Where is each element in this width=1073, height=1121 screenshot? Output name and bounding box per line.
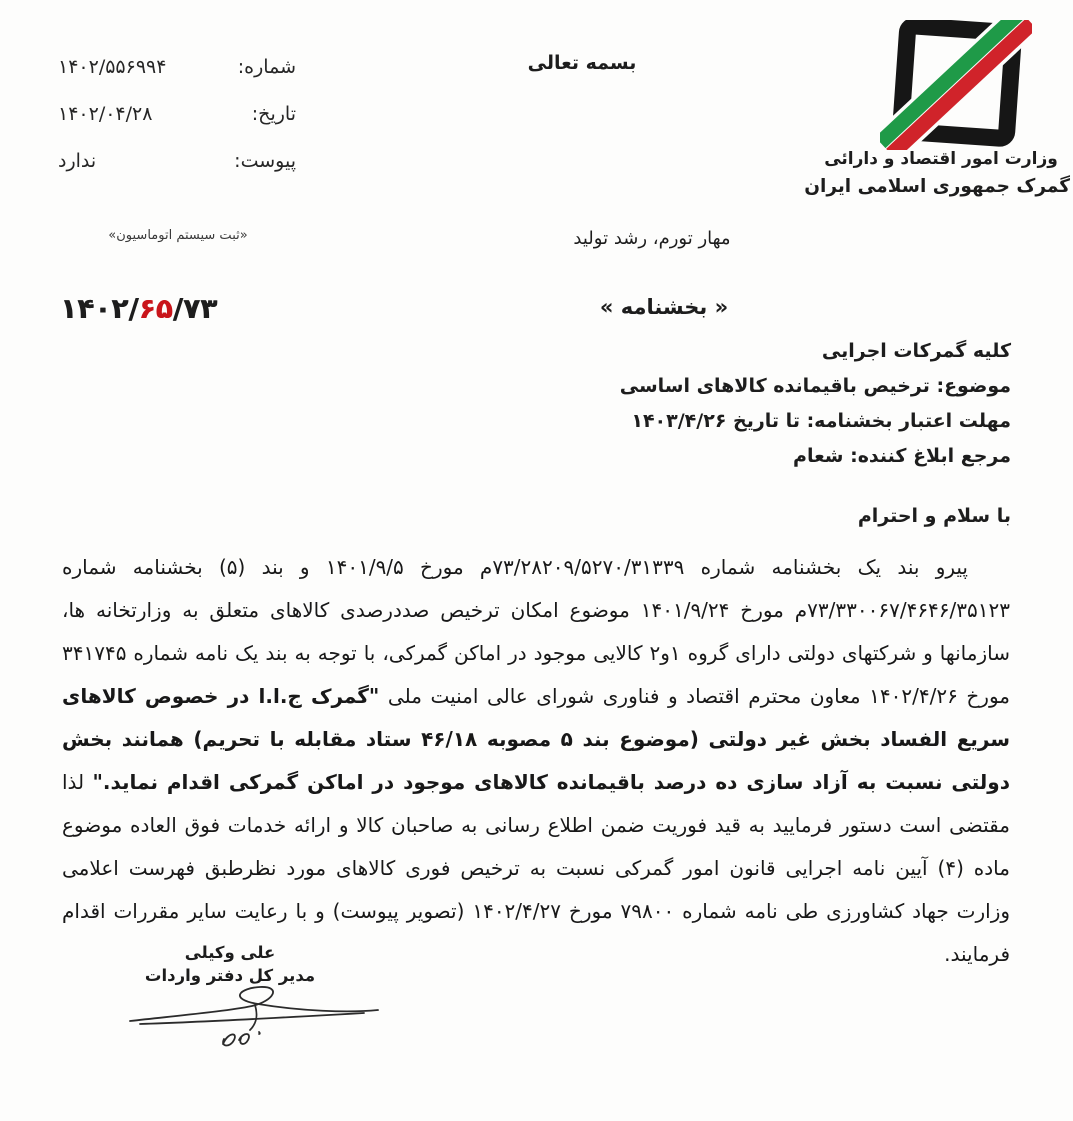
validity-line: مهلت اعتبار بخشنامه: تا تاریخ ۱۴۰۳/۴/۲۶ [631,410,1011,432]
meta-date-row [58,103,296,125]
org-name-block [804,149,1070,197]
customs-logo-icon [880,20,1032,154]
recipient-block [620,340,1011,480]
handwritten-signature [124,982,384,1057]
meta-attachment-row [58,150,296,172]
automation-note: «ثبت سیستم اتوماسیون» [108,228,248,243]
body-bold-directive: "گمرک ج.ا.ا در خصوص کالاهای سریع الفساد بخش غیر دولتی (موضوع بند ۵ مصوبه ۴۶/۱۸ ستاد مقابله با تحریم) همانند بخش دولتی نسبت به آزاد سازی ده درصد باقیمانده کالاهای موجود در اماکن گمرکی اقدام نماید." [62,684,1010,794]
body-part3: لذا مقتضی است دستور فرمایید به قید فوریت ضمن اطلاع رسانی به صاحبان کالا و ارائه خدمات فوق العاده موضوع ماده (۴) آیین نامه اجرایی قانون امور گمرکی نسبت به ترخیص فوری کالاهای مورد نظرطبق فهرست اعلامی وزارت جهاد کشاورزی طی نامه شماره ۷۹۸۰۰ مورخ ۱۴۰۲/۴/۲۷ (تصویر پیوست) و با رعایت سایر مقررات اقدام فرمایند. [62,770,1011,966]
circular-number-serial: ۶۵ [138,292,173,325]
body-paragraph [62,546,1010,976]
date-value: ۱۴۰۲/۰۴/۲۸ [58,103,153,125]
circular-number-suffix: /۷۳ [172,292,218,325]
letter-meta-block [58,56,296,197]
attachment-label: پیوست: [234,150,296,172]
recipient-to: کلیه گمرکات اجرایی [821,340,1011,362]
circular-heading: « بخشنامه » [599,295,729,319]
signatory-name: علی وکیلی [184,943,276,962]
issuer-line: مرجع ابلاغ کننده: شعام [793,445,1011,467]
attachment-value: ندارد [58,150,97,172]
signatory-block [116,941,344,987]
customs-name: گمرک جمهوری اسلامی ایران [804,176,1070,197]
date-label: تاریخ: [251,103,296,125]
number-value: ۱۴۰۲/۵۵۶۹۹۴ [58,56,167,78]
salutation: با سلام و احترام [857,505,1011,527]
bismillah: بسمه تعالی [527,52,637,74]
body-part1: پیرو بند یک بخشنامه شماره ۷۳/۲۸۲۰۹/۵۲۷۰/۳۱۳۳۹م مورخ ۱۴۰۱/۹/۵ و بند (۵) بخشنامه شماره ۷۳/۳۳۰۰۶۷/۴۶۴۶/۳۵۱۲۳م مورخ ۱۴۰۱/۹/۲۴ موضوع امکان ترخیص صددرصدی کالاهای متعلق به وزارتخانه ها، سازمانها و شرکتهای دولتی دارای گروه ۱و۲ کالایی موجود در اماکن گمرکی، با توجه به بند یک نامه شماره ۳۴۱۷۴۵ مورخ ۱۴۰۲/۴/۲۶ معاون محترم اقتصاد و فناوری شورای عالی امنیت ملی [62,555,1011,708]
meta-number-row [58,56,296,78]
ministry-name: وزارت امور اقتصاد و دارائی [824,149,1058,169]
number-label: شماره: [237,56,296,78]
year-slogan: مهار تورم، رشد تولید [573,228,731,249]
signatory-title: مدیر کل دفتر واردات [144,966,316,985]
circular-number [60,292,240,325]
circular-number-year: ۱۴۰۲/ [60,292,139,325]
subject-line: موضوع: ترخیص باقیمانده کالاهای اساسی [619,375,1011,397]
